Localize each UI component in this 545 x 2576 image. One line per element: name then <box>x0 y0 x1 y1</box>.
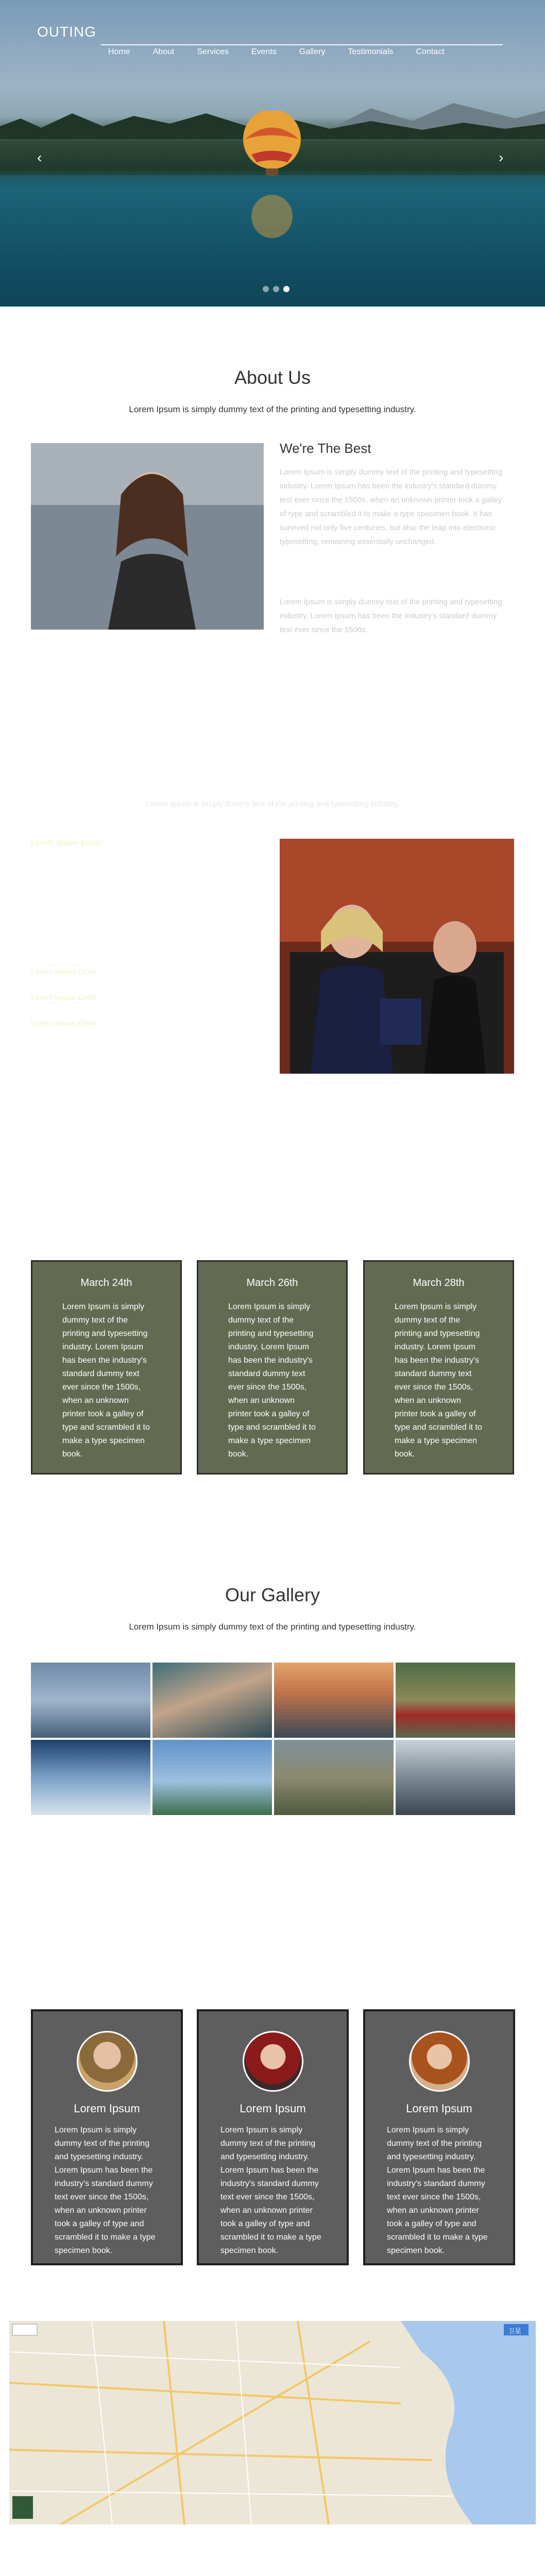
slider-dot[interactable] <box>273 286 279 292</box>
gallery-image[interactable] <box>396 1663 515 1738</box>
services-subtitle: Lorem Ipsum is simply dummy text of the printing and typesetting industry. <box>146 800 399 808</box>
gallery-image[interactable] <box>152 1663 272 1738</box>
services-item: Lorem Ipsum Dolor <box>31 993 97 1002</box>
hero-slider <box>0 0 545 307</box>
team-card <box>31 2009 183 2265</box>
event-text: Lorem Ipsum is simply dummy text of the printing and typesetting industry. Lorem Ipsum has been the industry's standard dummy text ever since the 1500s, when an unknown printer took a galley of type and scrambled it to make a type specimen book. <box>228 1302 316 1459</box>
team-name: Lorem Ipsum <box>74 2102 140 2115</box>
nav-testimonials[interactable]: Testimonials <box>348 47 394 56</box>
nav-about[interactable]: About <box>152 47 175 56</box>
team-card <box>197 2009 349 2265</box>
about-title: About Us <box>234 367 311 388</box>
main-nav <box>108 47 467 57</box>
team-name: Lorem Ipsum <box>240 2102 306 2115</box>
team-text: Lorem Ipsum is simply dummy text of the printing and typesetting industry. Lorem Ipsum has been the industry's standard dummy text ever since the 1500s, when an unknown printer took a galley of type and scrambled it to make a type specimen book. <box>387 2126 488 2255</box>
nav-underline <box>101 44 503 45</box>
team-card <box>363 2009 515 2265</box>
team-name: Lorem Ipsum <box>406 2102 472 2115</box>
about-photo <box>31 443 264 630</box>
slider-dots <box>263 286 289 292</box>
event-card <box>31 1260 182 1475</box>
event-text: Lorem Ipsum is simply dummy text of the printing and typesetting industry. Lorem Ipsum has been the industry's standard dummy text ever since the 1500s, when an unknown printer took a galley of type and scrambled it to make a type specimen book. <box>395 1302 482 1459</box>
nav-gallery[interactable]: Gallery <box>299 47 326 56</box>
services-item: Lorem Ipsum Dolor <box>31 1019 97 1028</box>
slider-next-arrow[interactable]: › <box>499 149 504 165</box>
about-paragraph-1: Lorem Ipsum is simply dummy text of the printing and typesetting industry. Lorem Ipsum has been the industry's standard dummy text ever since the 1500s, when an unknown printer took a galley of type and scrambled it to make a type specimen book. It has survived not only five centuries, but also the leap into electronic typesetting, remaining essentially unchanged. <box>280 468 502 546</box>
services-item: Lorem Ipsum Dolor <box>31 968 97 976</box>
gallery-image[interactable] <box>152 1740 272 1815</box>
about-subtitle: Lorem Ipsum is simply dummy text of the printing and typesetting industry. <box>129 404 416 414</box>
about-heading: We're The Best <box>280 440 371 456</box>
slider-dot[interactable] <box>263 286 269 292</box>
nav-contact[interactable]: Contact <box>416 47 445 56</box>
services-left-heading: Lorem Ipsum Dolor <box>31 839 101 848</box>
gallery-image[interactable] <box>274 1663 394 1738</box>
event-card <box>197 1260 348 1475</box>
team-text: Lorem Ipsum is simply dummy text of the printing and typesetting industry. Lorem Ipsum has been the industry's standard dummy text ever since the 1500s, when an unknown printer took a galley of type and scrambled it to make a type specimen book. <box>55 2126 156 2255</box>
about-paragraph-2: Lorem Ipsum is simply dummy text of the printing and typesetting industry. Lorem Ipsum has been the industry's standard dummy text ever since the 1500s. <box>280 598 502 634</box>
event-card <box>363 1260 514 1475</box>
nav-home[interactable]: Home <box>108 47 130 56</box>
event-text: Lorem Ipsum is simply dummy text of the printing and typesetting industry. Lorem Ipsum has been the industry's standard dummy text ever since the 1500s, when an unknown printer took a galley of type and scrambled it to make a type specimen book. <box>62 1302 150 1459</box>
gallery-image[interactable] <box>396 1740 515 1815</box>
gallery-grid <box>31 1663 509 1815</box>
map[interactable] <box>9 2321 536 2524</box>
balloon-image <box>241 111 303 245</box>
services-photo <box>280 839 514 1074</box>
gallery-title: Our Gallery <box>225 1584 320 1605</box>
avatar <box>409 2031 470 2092</box>
event-date: March 24th <box>80 1277 132 1289</box>
gallery-image[interactable] <box>274 1740 394 1815</box>
map-type-button[interactable]: 卫星 <box>508 2327 522 2335</box>
nav-events[interactable]: Events <box>251 47 277 56</box>
slider-prev-arrow[interactable]: ‹ <box>37 149 42 165</box>
avatar <box>243 2031 303 2092</box>
event-date: March 26th <box>246 1277 298 1289</box>
event-date: March 28th <box>413 1277 465 1289</box>
nav-services[interactable]: Services <box>197 47 229 56</box>
gallery-subtitle: Lorem Ipsum is simply dummy text of the printing and typesetting industry. <box>129 1622 416 1632</box>
team-text: Lorem Ipsum is simply dummy text of the printing and typesetting industry. Lorem Ipsum has been the industry's standard dummy text ever since the 1500s, when an unknown printer took a galley of type and scrambled it to make a type specimen book. <box>220 2126 321 2255</box>
avatar <box>77 2031 138 2092</box>
gallery-image[interactable] <box>31 1663 150 1738</box>
slider-dot-active[interactable] <box>283 286 289 292</box>
logo[interactable]: OUTING <box>37 24 96 40</box>
gallery-image[interactable] <box>31 1740 150 1815</box>
